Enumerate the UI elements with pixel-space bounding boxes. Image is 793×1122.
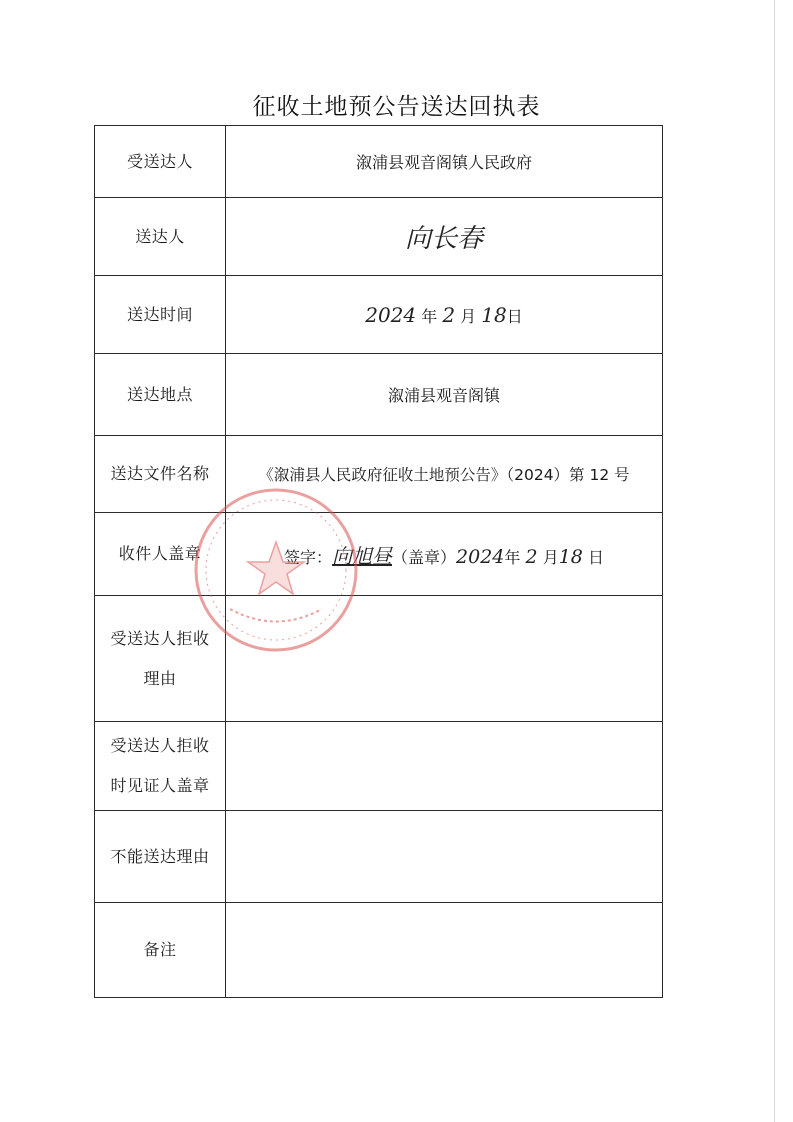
label-deliverer: 送达人 [95, 198, 226, 276]
delivery-day-suffix: 日 [506, 306, 523, 326]
label-refusal-reason-line1: 受送达人拒收 [110, 628, 210, 648]
table-row-refusal-witness [95, 722, 663, 811]
page-title: 征收土地预公告送达回执表 [252, 94, 541, 120]
deliverer-signature: 向长春 [404, 224, 483, 254]
sign-prefix: 签字： [284, 547, 333, 567]
recipient-signature: 向旭昼 [332, 543, 393, 568]
value-undeliverable-reason [226, 811, 663, 903]
label-refusal-witness-line2: 时见证人盖章 [110, 776, 210, 795]
value-delivery-time [226, 276, 663, 354]
label-remarks: 备注 [95, 903, 226, 998]
table-row-refusal-reason [95, 596, 663, 722]
value-refusal-reason [226, 596, 663, 722]
value-recipient-seal [226, 513, 663, 596]
table-row-undeliverable-reason [95, 811, 663, 903]
value-refusal-witness [226, 722, 663, 811]
label-delivery-place: 送达地点 [95, 354, 226, 436]
label-refusal-witness-line1: 受送达人拒收 [110, 736, 210, 755]
label-document-name: 送达文件名称 [95, 436, 226, 513]
table-row-recipient-seal [95, 513, 663, 596]
delivery-month: 2 [442, 302, 456, 327]
value-deliverer-cell [226, 198, 663, 276]
seal-month: 2 [525, 545, 538, 568]
table-row-deliverer [95, 198, 663, 276]
value-delivery-place: 溆浦县观音阁镇 [226, 354, 663, 436]
seal-note: （盖章） [392, 547, 457, 567]
label-recipient-seal: 收件人盖章 [95, 513, 226, 596]
table-row-recipient [95, 126, 663, 198]
delivery-day: 18 [481, 302, 507, 327]
table-row-document-name [95, 436, 663, 513]
value-recipient: 溆浦县观音阁镇人民政府 [226, 126, 663, 198]
seal-year-suffix: 年 [504, 547, 521, 567]
seal-day-suffix: 日 [587, 547, 604, 567]
table-row-delivery-time [95, 276, 663, 354]
delivery-year: 2024 [365, 302, 417, 327]
label-refusal-reason [95, 596, 226, 722]
delivery-year-suffix: 年 [421, 306, 438, 326]
seal-month-suffix: 月 [542, 547, 559, 567]
table-row-delivery-place [95, 354, 663, 436]
label-recipient: 受送达人 [95, 126, 226, 198]
value-remarks [226, 903, 663, 998]
label-delivery-time: 送达时间 [95, 276, 226, 354]
table-row-remarks [95, 903, 663, 998]
delivery-receipt-table [94, 125, 663, 998]
seal-year: 2024 [456, 545, 505, 568]
label-undeliverable-reason: 不能送达理由 [95, 811, 226, 903]
delivery-month-suffix: 月 [460, 306, 477, 326]
value-document-name: 《溆浦县人民政府征收土地预公告》（2024）第 12 号 [226, 436, 663, 513]
label-refusal-reason-line2: 理由 [143, 668, 177, 688]
scan-edge-line [774, 0, 775, 1122]
seal-day: 18 [558, 545, 583, 568]
label-refusal-witness [95, 722, 226, 811]
